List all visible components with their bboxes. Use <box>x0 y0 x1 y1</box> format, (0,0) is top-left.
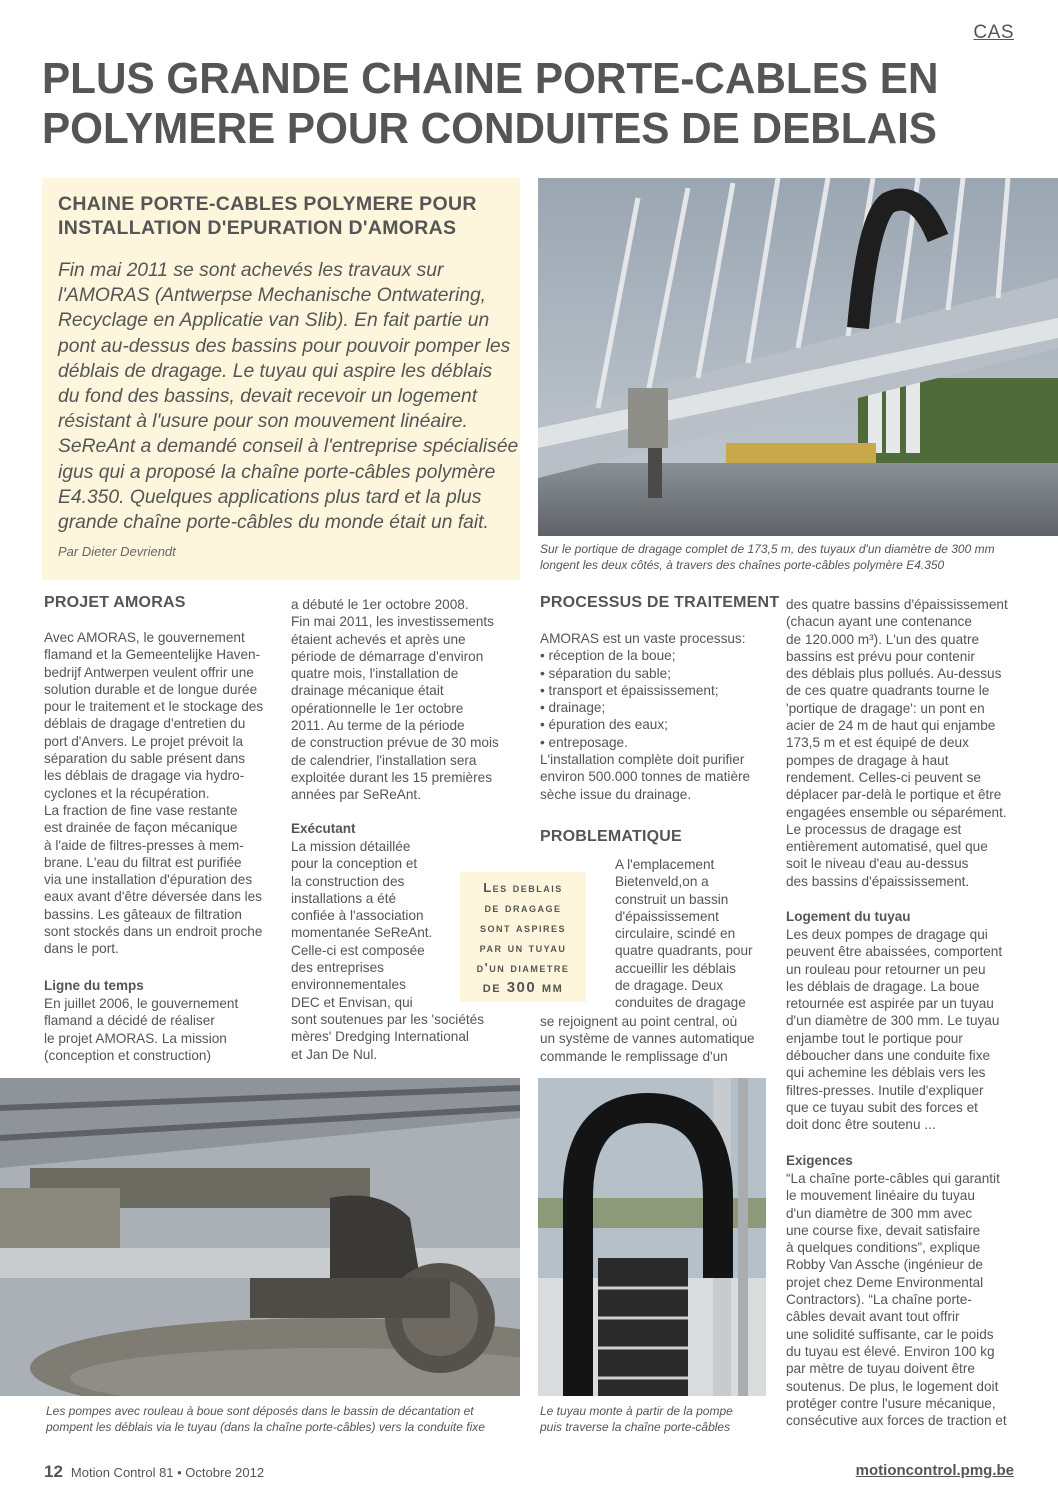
text-line: accueillir les déblais <box>615 960 736 976</box>
pull-quote-line: de dragage <box>484 900 562 915</box>
section-label: CAS <box>973 22 1014 43</box>
text-line: bassins. Les gâteaux de filtration <box>44 906 242 922</box>
text-line: de ces quatre quadrants tourne le <box>786 683 990 699</box>
website-link[interactable]: motioncontrol.pmg.be <box>855 1462 1014 1479</box>
intro-lead-line: SeReAnt a demandé conseil à l'entreprise spécialisée <box>58 436 519 458</box>
text-line: dans le port. <box>44 941 119 957</box>
text-line: exploitée durant les 15 premières <box>291 769 492 785</box>
text-line: déplacer par-delà le portique et être <box>786 787 1002 803</box>
text-line: d'un diamètre de 300 mm. Le tuyau <box>786 1013 1000 1029</box>
text-line: • entreposage. <box>540 734 628 750</box>
col4-paragraph-3 <box>786 1170 1026 1429</box>
intro-lead-line: grande chaîne porte-câbles du monde était un fait. <box>58 512 489 534</box>
pull-quote-line: par un tuyau <box>479 940 567 955</box>
text-line: les déblais de dragage via hydro- <box>44 768 245 784</box>
subheading-executant: Exécutant <box>291 821 356 836</box>
intro-lead-line: Fin mai 2011 se sont achevés les travaux sur <box>58 260 444 281</box>
text-line: que ce tuyau subit des forces et <box>786 1099 978 1115</box>
text-line: (chacun ayant une contenance <box>786 614 972 630</box>
col4-paragraph <box>786 596 1026 890</box>
intro-heading <box>58 192 514 240</box>
text-line: du tuyau est élevé. Environ 100 kg <box>786 1343 995 1359</box>
text-line: brane. L'eau du filtrat est purifiée <box>44 854 242 870</box>
intro-heading-line: CHAINE PORTE-CABLES POLYMERE POUR <box>58 193 477 215</box>
text-line: 173,5 m et est équipé de deux <box>786 735 969 751</box>
text-line: 2011. Au terme de la période <box>291 718 465 734</box>
text-line: entièrement automatisé, quel que <box>786 839 988 855</box>
text-line: Contractors). “La chaîne porte- <box>786 1292 972 1308</box>
text-line: • épuration des eaux; <box>540 717 668 733</box>
caption-line: Le tuyau monte à partir de la pompe <box>540 1404 733 1418</box>
text-line: A l'emplacement <box>615 857 715 872</box>
text-line: • drainage; <box>540 700 606 716</box>
text-line: le mouvement linéaire du tuyau <box>786 1188 975 1204</box>
text-line: Les deux pompes de dragage qui <box>786 927 988 942</box>
text-line: La mission détaillée <box>291 839 411 854</box>
text-line: à quelques conditions”, explique <box>786 1240 981 1256</box>
section-heading-problematique: PROBLEMATIQUE <box>540 828 682 845</box>
bridge-photo <box>538 178 1058 536</box>
text-line: pompes de dragage à haut <box>786 752 949 768</box>
text-line: le projet AMORAS. La mission <box>44 1030 227 1046</box>
text-line: étaient achevés et après une <box>291 631 466 647</box>
text-line: sèche issue du drainage. <box>540 786 692 802</box>
intro-lead-line: l'AMORAS (Antwerpse Mechanische Ontwatering, <box>58 285 487 307</box>
photo-caption-bottom-left <box>46 1403 516 1435</box>
caption-line: longent les deux côtés, à travers des chaînes porte-câbles polymère E4.350 <box>540 558 945 572</box>
text-line: de dragage. Deux <box>615 978 724 994</box>
caption-line: puis traverse la chaîne porte-câbles <box>540 1420 731 1434</box>
pull-quote-line: d'un diametre <box>476 960 570 975</box>
text-line: Bietenveld,on a <box>615 874 709 890</box>
intro-lead-line: E4.350. Quelques applications plus tard et la plus <box>58 486 482 508</box>
text-line: environnementales <box>291 977 406 993</box>
title-line: PLUS GRANDE CHAINE PORTE-CABLES EN <box>42 54 939 103</box>
text-line: bedrijf Antwerpen veulent offrir une <box>44 664 254 680</box>
text-line: L'installation complète doit purifier <box>540 752 745 768</box>
text-line: de 120.000 m³). L'un des quatre <box>786 631 980 647</box>
text-line: Avec AMORAS, le gouvernement <box>44 630 245 645</box>
intro-lead-line: Recyclage en Applicatie van Slib). En fait partie un <box>58 310 490 332</box>
text-line: conduites de dragage <box>615 995 746 1011</box>
text-line: cyclones et la récupération. <box>44 785 210 801</box>
text-line: via une installation d'épuration des <box>44 872 253 888</box>
text-line: port d'Anvers. Le projet prévoit la <box>44 733 244 749</box>
text-line: est drainée de façon mécanique <box>44 820 238 836</box>
text-line: période de démarrage d'environ <box>291 648 484 664</box>
text-line: sont soutenues par les 'sociétés <box>291 1011 485 1027</box>
text-line: soutenus. De plus, le logement doit <box>786 1378 999 1394</box>
text-line: environ 500.000 tonnes de matière <box>540 769 751 785</box>
footer-publication <box>44 1462 264 1482</box>
hose-photo <box>538 1078 766 1396</box>
text-line: La fraction de fine vase restante <box>44 802 238 818</box>
text-line: pour le traitement et le stockage des <box>44 699 264 715</box>
caption-line: Les pompes avec rouleau à boue sont déposés dans le bassin de décantation et <box>46 1404 474 1418</box>
text-line: câbles devait avant tout offrir <box>786 1309 960 1325</box>
text-line: années par SeReAnt. <box>291 787 421 803</box>
text-line: momentanée SeReAnt. <box>291 925 433 941</box>
bridge-photo-illustration <box>538 178 1058 536</box>
text-line: 'portique de dragage': un pont en <box>786 700 985 716</box>
text-line: les déblais de dragage. La boue <box>786 978 980 994</box>
pump-photo-illustration <box>0 1078 520 1396</box>
text-line: Robby Van Assche (ingénieur de <box>786 1257 983 1273</box>
text-line: rendement. Celles-ci peuvent se <box>786 769 981 785</box>
text-line: déblais de dragage d'entretien du <box>44 716 246 732</box>
text-line: d'un diamètre de 300 mm avec <box>786 1205 973 1221</box>
text-line: solution durable et de longue durée <box>44 681 258 697</box>
pull-quote <box>460 872 586 1002</box>
intro-box <box>42 178 520 580</box>
text-line: flamand a décidé de réaliser <box>44 1013 215 1029</box>
text-line: par mètre de tuyau doivent être <box>786 1361 975 1377</box>
text-line: eaux avant d'être déversée dans les <box>44 889 262 905</box>
text-line: drainage mécanique était <box>291 683 444 699</box>
text-line: flamand et la Gemeentelijke Haven- <box>44 647 261 663</box>
text-line: Fin mai 2011, les investissements <box>291 614 494 630</box>
text-line: des bassins d'épaississement. <box>786 873 970 889</box>
text-line: sont stockés dans un endroit proche <box>44 924 263 940</box>
col4-paragraph-2 <box>786 926 1026 1134</box>
text-line: d'épaississement <box>615 908 719 924</box>
intro-lead-line: pont au-dessus des bassins pour pouvoir pomper les <box>58 335 511 357</box>
text-line: peuvent être abaissées, comportent <box>786 944 1003 960</box>
text-line: (conception et construction) <box>44 1047 211 1063</box>
subheading-ligne-du-temps: Ligne du temps <box>44 978 144 993</box>
text-line: se rejoignent au point central, où <box>540 1014 738 1029</box>
publication-name: Motion Control 81 • Octobre 2012 <box>70 1465 265 1480</box>
text-line: enjambe tout le portique pour <box>786 1030 963 1046</box>
text-line: séparation du sable présent dans <box>44 751 246 767</box>
intro-lead-line: igus qui a proposé la chaîne porte-câbles polymère <box>58 461 496 483</box>
title-line: POLYMERE POUR CONDUITES DE DEBLAIS <box>42 104 937 153</box>
text-line: confiée à l'association <box>291 908 424 924</box>
pump-photo <box>0 1078 520 1396</box>
text-line: des déblais plus pollués. Au-dessus <box>786 666 1002 682</box>
pull-quote-line: Les deblais <box>483 880 563 895</box>
page-number: 12 <box>44 1462 63 1481</box>
text-line: projet chez Deme Environmental <box>786 1274 984 1290</box>
article-title <box>42 54 973 154</box>
text-line: pour la conception et <box>291 856 418 872</box>
text-line: bassins est prévu pour contenir <box>786 648 975 664</box>
col2-paragraph <box>291 596 521 804</box>
text-line: la construction des <box>291 873 405 889</box>
text-line: un rouleau pour retourner un peu <box>786 961 986 977</box>
text-line: de calendrier, l'installation sera <box>291 752 477 768</box>
text-line: construit un bassin <box>615 891 729 907</box>
section-heading-projet: PROJET AMORAS <box>44 594 186 611</box>
text-line: a débuté le 1er octobre 2008. <box>291 597 469 612</box>
text-line: acier de 24 m de haut qui enjambe <box>786 718 996 734</box>
subheading-exigences: Exigences <box>786 1153 853 1168</box>
text-line: quatre mois, l'installation de <box>291 666 459 682</box>
text-line: Le processus de dragage est <box>786 821 962 837</box>
photo-caption-bottom-mid <box>540 1403 765 1435</box>
section-heading-processus: PROCESSUS DE TRAITEMENT <box>540 594 780 611</box>
text-line: filtres-presses. Inutile d'expliquer <box>786 1082 984 1098</box>
pull-quote-line: sont aspires <box>479 920 567 935</box>
text-line: soit le niveau d'eau au-dessus <box>786 856 969 872</box>
col1-paragraph <box>44 629 274 958</box>
intro-heading-line: INSTALLATION D'EPURATION D'AMORAS <box>58 217 457 239</box>
text-line: opérationnelle le 1er octobre <box>291 700 464 716</box>
pull-quote-line: de 300 mm <box>482 979 564 996</box>
col3-paragraph-3 <box>540 1013 775 1065</box>
text-line: engagées ensemble ou séparément. <box>786 804 1007 820</box>
text-line: doit donc être soutenu ... <box>786 1117 936 1133</box>
col3-process-list <box>540 630 770 803</box>
text-line: des quatre bassins d'épaississement <box>786 597 1008 612</box>
col1-paragraph-2 <box>44 995 274 1064</box>
text-line: consécutive aux forces de traction et <box>786 1413 1007 1429</box>
intro-lead-line: du fond des bassins, devait recevoir un logement <box>58 386 478 408</box>
text-line: “La chaîne porte-câbles qui garantit <box>786 1171 1000 1186</box>
text-line: une course fixe, devait satisfaire <box>786 1222 981 1238</box>
text-line: qui achemine les déblais vers les <box>786 1065 986 1081</box>
text-line: Celle-ci est composée <box>291 942 425 958</box>
text-line: des entreprises <box>291 960 384 976</box>
text-line: circulaire, scindé en <box>615 926 736 942</box>
text-line: commande le remplissage d'un <box>540 1048 728 1064</box>
text-line: à l'aide de filtres-presses à mem- <box>44 837 244 853</box>
intro-lead-line: résistant à l'usure pour son mouvement linéaire. <box>58 411 468 433</box>
text-line: et Jan De Nul. <box>291 1046 378 1062</box>
intro-lead <box>58 258 518 535</box>
text-line: • transport et épaississement; <box>540 682 719 698</box>
text-line: une solidité suffisante, car le poids <box>786 1326 994 1342</box>
text-line: retournée est aspirée par un tuyau <box>786 996 994 1012</box>
text-line: mères' Dredging International <box>291 1029 469 1045</box>
hose-photo-illustration <box>538 1078 766 1396</box>
text-line: déboucher dans une conduite fixe <box>786 1048 991 1064</box>
text-line: DEC et Envisan, qui <box>291 994 413 1010</box>
caption-line: Sur le portique de dragage complet de 173,5 m, des tuyaux d'un diamètre de 300 mm <box>540 542 995 556</box>
text-line: un système de vannes automatique <box>540 1031 755 1047</box>
text-line: protéger contre l'usure mécanique, <box>786 1395 996 1411</box>
photo-caption-top <box>540 541 1040 573</box>
text-line: • séparation du sable; <box>540 665 671 681</box>
text-line: En juillet 2006, le gouvernement <box>44 996 239 1011</box>
caption-line: pompent les déblais via le tuyau (dans la chaîne porte-câbles) vers la conduite fixe <box>46 1420 485 1434</box>
text-line: AMORAS est un vaste processus: <box>540 631 746 646</box>
text-line: • réception de la boue; <box>540 648 676 664</box>
byline: Par Dieter Devriendt <box>58 544 176 559</box>
col3-paragraph-2 <box>615 856 775 1012</box>
text-line: quatre quadrants, pour <box>615 943 753 959</box>
subheading-logement: Logement du tuyau <box>786 909 911 924</box>
text-line: de construction prévue de 30 mois <box>291 735 499 751</box>
text-line: installations a été <box>291 890 397 906</box>
intro-lead-line: déblais de dragage. Le tuyau qui aspire les déblais <box>58 360 493 382</box>
